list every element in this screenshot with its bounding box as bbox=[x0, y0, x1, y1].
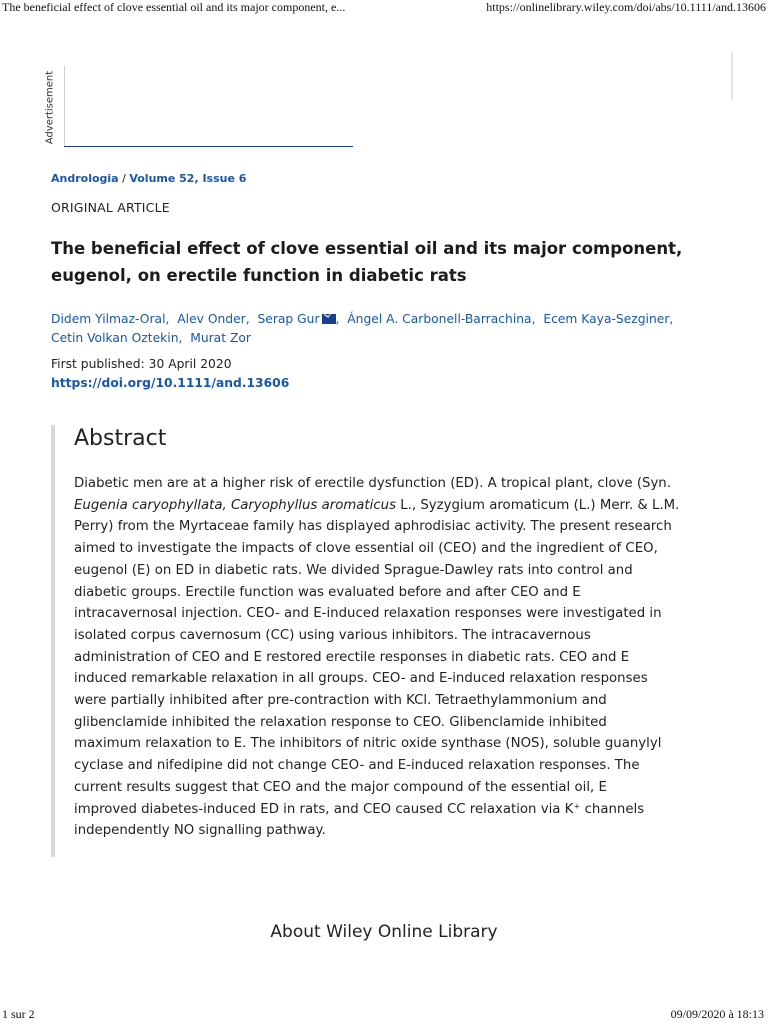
breadcrumb-issue-link[interactable]: Volume 52, Issue 6 bbox=[129, 172, 247, 185]
print-header-url[interactable]: https://onlinelibrary.wiley.com/doi/abs/10.1111/and.13606 bbox=[486, 0, 766, 14]
abstract-line: Diabetic men are at a higher risk of erectile dysfunction (ED). A tropical plant, clove (Syn. bbox=[74, 476, 671, 491]
abstract-line: cyclase and nifedipine did not change CEO- and E-induced relaxation responses. The bbox=[74, 758, 640, 774]
abstract-line: current results suggest that CEO and the major compound of the essential oil, E bbox=[74, 779, 607, 795]
mail-icon[interactable] bbox=[322, 314, 336, 324]
breadcrumb-journal-link[interactable]: Andrologia bbox=[51, 172, 119, 185]
abstract-heading: Abstract bbox=[74, 426, 167, 451]
breadcrumb bbox=[51, 172, 246, 185]
author-link[interactable]: Ecem Kaya-Sezginer bbox=[543, 312, 670, 326]
about-wiley-link[interactable]: About Wiley Online Library bbox=[270, 922, 498, 942]
abstract-side-bar bbox=[51, 425, 55, 857]
print-header-title: The beneficial effect of clove essential oil and its major component, e... bbox=[2, 0, 346, 14]
abstract-line: isolated corpus cavernosum (CC) using various inhibitors. The intracavernous bbox=[74, 627, 591, 643]
author-link[interactable]: Murat Zor bbox=[190, 331, 251, 345]
author-link[interactable]: Ángel A. Carbonell-Barrachina bbox=[347, 312, 532, 326]
abstract-line: induced remarkable relaxation in all groups. CEO- and E-induced relaxation responses bbox=[74, 671, 648, 687]
abstract-line: were partially inhibited after pre-contraction with KCl. Tetraethylammonium and bbox=[74, 693, 607, 709]
author-link[interactable]: Serap Gur bbox=[257, 312, 320, 326]
scroll-edge-marker bbox=[731, 52, 733, 100]
abstract-line-rest: L., Syzygium aromaticum (L.) Merr. & L.M. bbox=[396, 497, 680, 513]
author-list: Didem Yilmaz-Oral, Alev Onder, Serap Gur , Ángel A. Carbonell-Barrachina, Ecem Kaya-Sezginer, Cetin Volkan Oztekin, Murat Zor bbox=[51, 312, 674, 345]
advertisement-divider bbox=[64, 66, 65, 146]
print-footer-datetime: 09/09/2020 à 18:13 bbox=[670, 1007, 764, 1021]
breadcrumb-separator: / bbox=[122, 172, 126, 185]
abstract-line: administration of CEO and E restored erectile responses in diabetic rats. CEO and E bbox=[74, 649, 630, 665]
abstract-line: Perry) from the Myrtaceae family has displayed aphrodisiac activity. The present research bbox=[74, 519, 672, 535]
abstract-line: improved diabetes-induced ED in rats, and CEO caused CC relaxation via K⁺ channels bbox=[74, 801, 645, 817]
abstract-line: independently NO signalling pathway. bbox=[74, 823, 326, 839]
advertisement-label: Advertisement bbox=[44, 70, 56, 145]
author-link[interactable]: Didem Yilmaz-Oral bbox=[51, 312, 166, 326]
species-name-italic: Eugenia caryophyllata, Caryophyllus aromaticus bbox=[74, 497, 397, 513]
advertisement-underline bbox=[64, 146, 353, 147]
abstract-line: maximum relaxation to E. The inhibitors of nitric oxide synthase (NOS), soluble guanylyl bbox=[74, 736, 662, 752]
abstract-line: aimed to investigate the impacts of clove essential oil (CEO) and the ingredient of CEO, bbox=[74, 541, 658, 557]
print-footer-page: 1 sur 2 bbox=[2, 1007, 35, 1021]
author-link[interactable]: Cetin Volkan Oztekin bbox=[51, 331, 179, 345]
abstract-line: glibenclamide inhibited the relaxation response to CEO. Glibenclamide inhibited bbox=[74, 714, 607, 730]
doi-link[interactable]: https://doi.org/10.1111/and.13606 bbox=[51, 376, 290, 390]
article-title: The beneficial effect of clove essential oil and its major component, eugenol, on erectile function in diabetic rats bbox=[51, 239, 683, 285]
abstract-line: eugenol (E) on ED in diabetic rats. We divided Sprague-Dawley rats into control and bbox=[74, 562, 633, 578]
article-type: ORIGINAL ARTICLE bbox=[51, 200, 170, 215]
abstract-line-mixed bbox=[74, 495, 724, 517]
first-published-date: First published: 30 April 2020 bbox=[51, 357, 232, 371]
abstract-line: diabetic groups. Erectile function was evaluated before and after CEO and E bbox=[74, 584, 581, 600]
abstract-body bbox=[74, 473, 724, 842]
abstract-line: intracavernosal injection. CEO- and E-induced relaxation responses were investigated in bbox=[74, 606, 662, 622]
author-link[interactable]: Alev Onder bbox=[177, 312, 246, 326]
